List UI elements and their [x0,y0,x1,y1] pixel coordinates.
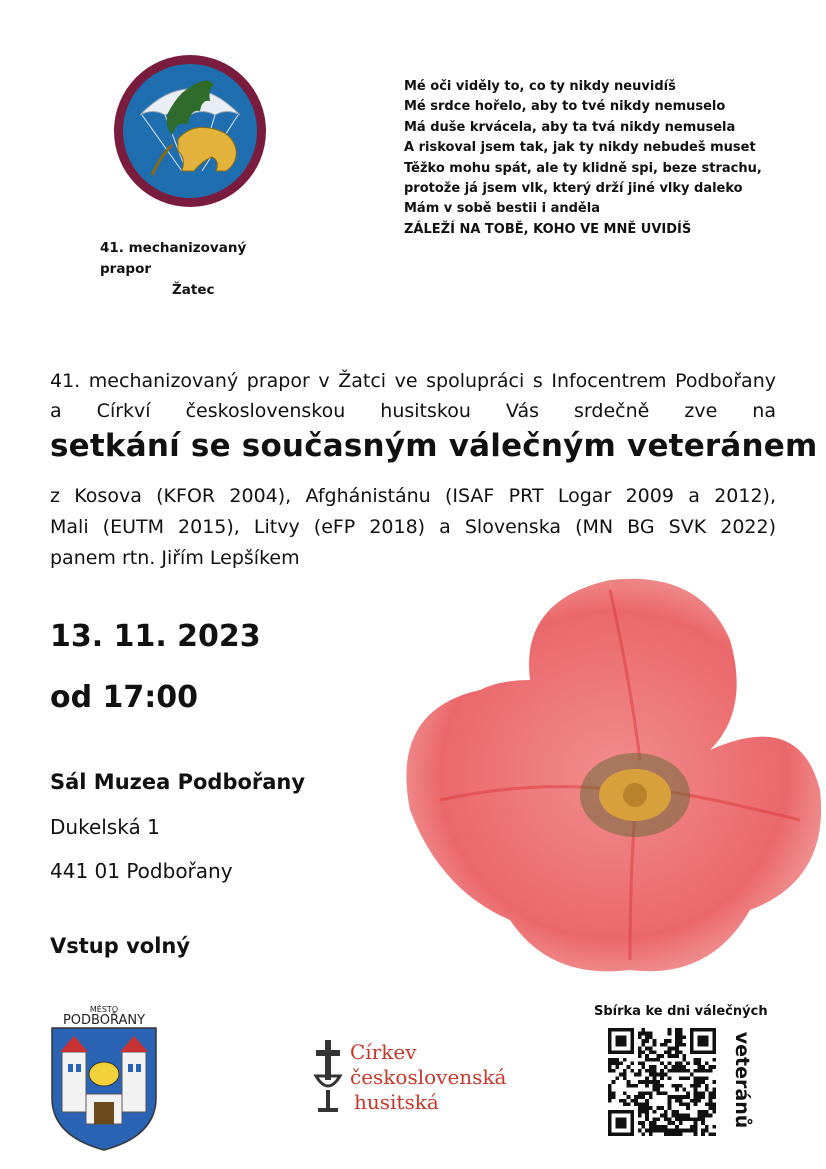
event-venue: Sál Muzea Podbořany [50,770,306,794]
podborany-coat-of-arms [48,1002,160,1152]
church-line: československá [350,1065,507,1089]
entry-info: Vstup volný [50,934,191,958]
unit-emblem-icon [112,53,268,209]
poem-line: ZÁLEŽÍ NA TOBĚ, KOHO VE MNĚ UVIDÍŠ [404,221,692,237]
event-date: 13. 11. 2023 [50,619,261,654]
detail-line: panem rtn. Jiřím Lepšíkem [50,547,300,569]
qr-vertical-label [722,1020,762,1140]
poem-line: Má duše krvácela, aby ta tvá nikdy nemusela [404,119,736,135]
unit-caption [100,238,290,301]
event-street: Dukelská 1 [50,815,160,839]
town-logo-name: PODBOŘANY [62,1013,146,1028]
poppy-flower-painting [380,560,826,990]
headline: setkání se současným válečným veteránem [50,428,818,464]
poem-line: Mám v sobě bestii i anděla [404,201,600,217]
detail-line: Mali (EUTM 2015), Litvy (eFP 2018) a Slovenska (MN BG SVK 2022) [50,516,776,538]
poem-line: Mé srdce hořelo, aby to tvé nikdy nemuselo [404,99,726,115]
intro-line: a Církví československou husitskou Vás srdečně zve na [50,400,776,422]
poem-line: Těžko mohu spát, ale ty klidně spi, beze strachu, [404,160,762,176]
poem-line: protože já jsem vlk, který drží jiné vlky daleko [404,181,743,197]
invitation-intro [50,366,776,426]
qr-vertical-text: veteránů [731,1031,753,1129]
detail-line: z Kosova (KFOR 2004), Afghánistánu (ISAF PRT Logar 2009 a 2012), [50,485,776,507]
church-line: Církev [350,1040,417,1064]
church-line: husitská [354,1090,439,1114]
chalice-cross-icon [312,1040,344,1116]
poem-line: Mé oči viděly to, co ty nikdy neuvidíš [404,79,676,94]
unit-caption-line1: 41. mechanizovaný prapor [100,240,247,277]
poem [404,77,804,240]
event-city: 441 01 Podbořany [50,859,233,883]
church-logo-text [350,1040,506,1115]
poem-line: A riskoval jsem tak, jak ty nikdy nebudeš muset [404,140,756,156]
veteran-details [50,481,776,574]
town-logo-top: MĚSTO [89,1005,119,1014]
intro-line: 41. mechanizovaný prapor v Žatci ve spolupráci s Infocentrem Podbořany [50,370,776,392]
qr-caption: Sbírka ke dni válečných [594,1004,768,1019]
event-time: od 17:00 [50,680,199,715]
unit-caption-line2: Žatec [172,282,215,298]
qr-code[interactable] [608,1028,716,1136]
